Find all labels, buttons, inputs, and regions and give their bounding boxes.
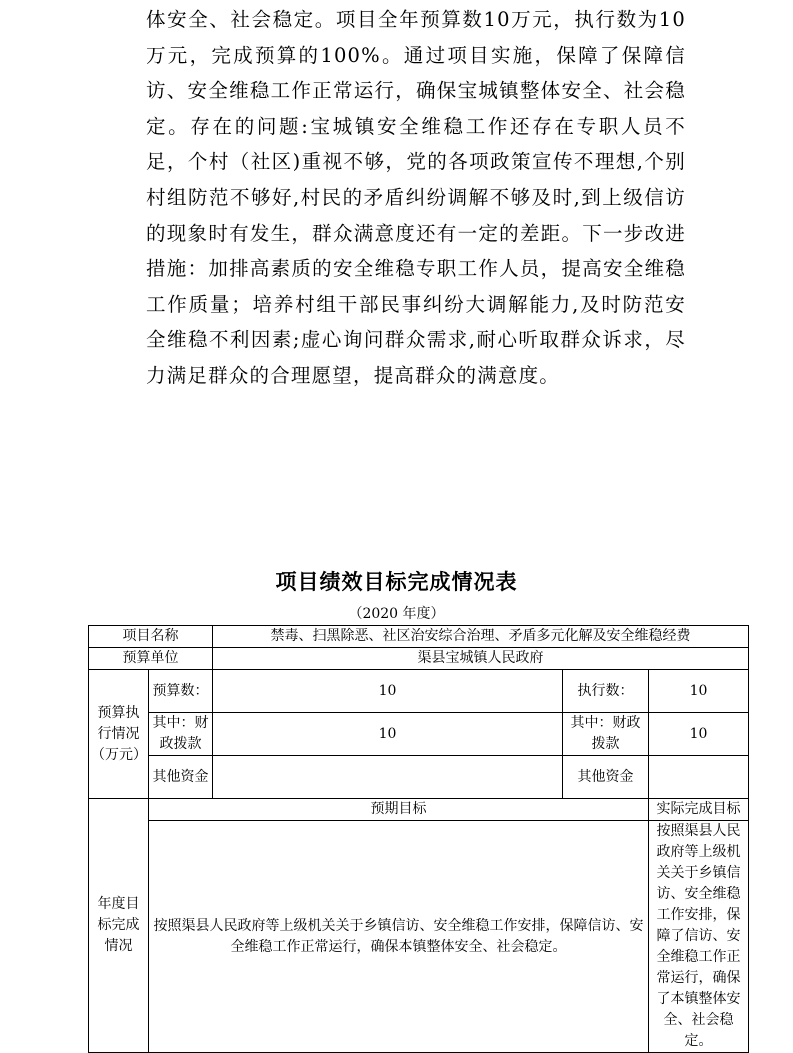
fiscal-exec-label: 其中：财政拨款 (563, 713, 649, 756)
actual-goal-text: 按照渠县人民政府等上级机关关于乡镇信访、安全维稳工作安排，保障了信访、安全维稳工作正常运行，确保了本镇整体安全、社会稳定。 (649, 821, 749, 1053)
other-budget-label: 其他资金 (149, 756, 213, 799)
budget-section-label: 预算执行情况（万元） (89, 670, 149, 799)
table-title: 项目绩效目标完成情况表 (275, 569, 518, 594)
annual-goal-label: 年度目标完成情况 (89, 799, 149, 1053)
execution-value: 10 (649, 670, 749, 713)
body-paragraph: 体安全、社会稳定。项目全年预算数10万元，执行数为10万元，完成预算的100%。通过项目实施，保障了保障信访、安全维稳工作正常运行，确保宝城镇整体安全、社会稳定。存在的问题:宝城镇安全维稳工作还存在专职人员不足，个村（社区)重视不够，党的各项政策宣传不理想,个别村组防范不够好,村民的矛盾纠纷调解不够及时,到上级信访的现象时有发生，群众满意度还有一定的差距。下一步改进措施：加排高素质的安全维稳专职工作人员，提高安全维稳工作质量；培养村组干部民事纠纷大调解能力,及时防范安全维稳不利因素;虚心询问群众需求,耐心听取群众诉求，尽力满足群众的合理愿望，提高群众的满意度。 (146, 8, 686, 387)
project-name-value: 禁毒、扫黑除恶、社区治安综合治理、矛盾多元化解及安全维稳经费 (213, 626, 749, 648)
budget-unit-value: 渠县宝城镇人民政府 (213, 648, 749, 670)
budget-value: 10 (213, 670, 563, 713)
budget-label: 预算数： (149, 670, 213, 713)
actual-goal-header: 实际完成目标 (649, 799, 749, 821)
budget-unit-label: 预算单位 (89, 648, 213, 670)
other-exec-value (649, 756, 749, 799)
year-label: （2020 年度） (348, 606, 445, 622)
project-name-label: 项目名称 (89, 626, 213, 648)
expected-goal-header: 预期目标 (149, 799, 649, 821)
other-exec-label: 其他资金 (563, 756, 649, 799)
fiscal-exec-value: 10 (649, 713, 749, 756)
performance-table (88, 625, 749, 1053)
expected-goal-text: 按照渠县人民政府等上级机关关于乡镇信访、安全维稳工作安排，保障信访、安全维稳工作正常运行，确保本镇整体安全、社会稳定。 (149, 821, 649, 1053)
other-budget-value (213, 756, 563, 799)
fiscal-budget-label: 其中：财政拨款 (149, 713, 213, 756)
execution-label: 执行数： (563, 670, 649, 713)
fiscal-budget-value: 10 (213, 713, 563, 756)
